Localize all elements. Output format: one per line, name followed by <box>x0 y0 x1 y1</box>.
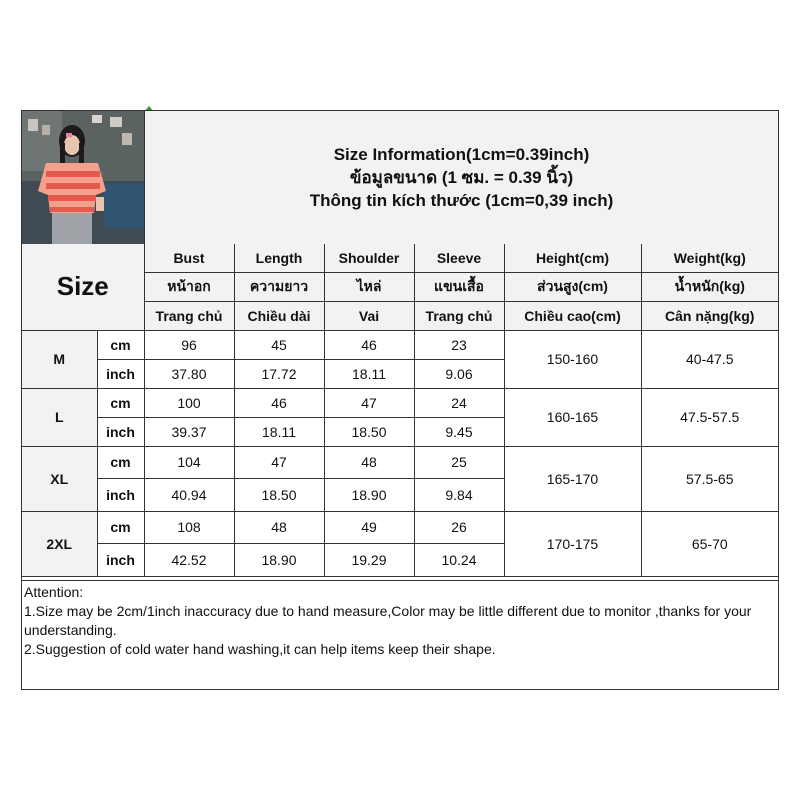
col-shoulder-en: Shoulder <box>324 244 414 272</box>
title-thai: ข้อมูลขนาด (1 ซม. = 0.39 นิ้ว) <box>349 168 574 187</box>
model-photo-illustration <box>22 111 144 244</box>
sleeve-inch: 9.45 <box>414 417 504 446</box>
col-height-vi: Chiều cao(cm) <box>504 301 641 330</box>
weight-range: 47.5-57.5 <box>641 388 778 446</box>
sleeve-cm: 24 <box>414 388 504 417</box>
attention-notes <box>22 580 778 689</box>
shoulder-cm: 47 <box>324 388 414 417</box>
bust-inch: 37.80 <box>144 359 234 388</box>
shoulder-cm: 46 <box>324 330 414 359</box>
unit-cm: cm <box>97 511 144 543</box>
col-length-vi: Chiều dài <box>234 301 324 330</box>
note-line-2: 2.Suggestion of cold water hand washing,it can help items keep their shape. <box>24 641 496 657</box>
sleeve-inch: 9.06 <box>414 359 504 388</box>
length-inch: 18.50 <box>234 478 324 511</box>
unit-inch: inch <box>97 417 144 446</box>
length-cm: 48 <box>234 511 324 543</box>
sleeve-inch: 10.24 <box>414 543 504 576</box>
length-inch: 18.90 <box>234 543 324 576</box>
col-shoulder-th: ไหล่ <box>324 272 414 301</box>
shoulder-inch: 19.29 <box>324 543 414 576</box>
sleeve-cm: 23 <box>414 330 504 359</box>
shoulder-cm: 48 <box>324 446 414 478</box>
col-shoulder-vi: Vai <box>324 301 414 330</box>
size-label: L <box>22 388 97 446</box>
weight-range: 65-70 <box>641 511 778 576</box>
table-row <box>22 446 778 478</box>
col-bust-th: หน้าอก <box>144 272 234 301</box>
title-box <box>145 111 778 244</box>
length-inch: 17.72 <box>234 359 324 388</box>
length-inch: 18.11 <box>234 417 324 446</box>
size-header: Size <box>22 244 144 330</box>
size-table <box>22 244 778 577</box>
size-chart <box>21 110 779 690</box>
weight-range: 40-47.5 <box>641 330 778 388</box>
col-height-en: Height(cm) <box>504 244 641 272</box>
size-label: XL <box>22 446 97 511</box>
height-range: 170-175 <box>504 511 641 576</box>
notes-heading: Attention: <box>24 584 84 600</box>
col-bust-en: Bust <box>144 244 234 272</box>
shoulder-inch: 18.11 <box>324 359 414 388</box>
title-vietnamese: Thông tin kích thước (1cm=0,39 inch) <box>309 191 614 210</box>
length-cm: 47 <box>234 446 324 478</box>
col-bust-vi: Trang chủ <box>144 301 234 330</box>
unit-inch: inch <box>97 543 144 576</box>
col-sleeve-vi: Trang chủ <box>414 301 504 330</box>
height-range: 160-165 <box>504 388 641 446</box>
shoulder-inch: 18.90 <box>324 478 414 511</box>
table-row <box>22 330 778 359</box>
unit-inch: inch <box>97 359 144 388</box>
sleeve-cm: 25 <box>414 446 504 478</box>
bust-cm: 104 <box>144 446 234 478</box>
col-weight-en: Weight(kg) <box>641 244 778 272</box>
length-cm: 45 <box>234 330 324 359</box>
unit-cm: cm <box>97 388 144 417</box>
bust-cm: 96 <box>144 330 234 359</box>
table-row <box>22 511 778 543</box>
height-range: 165-170 <box>504 446 641 511</box>
height-range: 150-160 <box>504 330 641 388</box>
product-photo <box>22 111 145 244</box>
col-length-en: Length <box>234 244 324 272</box>
note-line-1: 1.Size may be 2cm/1inch inaccuracy due to hand measure,Color may be little different due to monitor ,thanks for your understanding. <box>24 603 752 638</box>
table-row <box>22 388 778 417</box>
chart-header <box>22 111 778 245</box>
sleeve-cm: 26 <box>414 511 504 543</box>
col-weight-vi: Cân nặng(kg) <box>641 301 778 330</box>
col-sleeve-th: แขนเสื้อ <box>414 272 504 301</box>
sleeve-inch: 9.84 <box>414 478 504 511</box>
length-cm: 46 <box>234 388 324 417</box>
bust-cm: 108 <box>144 511 234 543</box>
bust-inch: 40.94 <box>144 478 234 511</box>
unit-inch: inch <box>97 478 144 511</box>
shoulder-inch: 18.50 <box>324 417 414 446</box>
weight-range: 57.5-65 <box>641 446 778 511</box>
bust-inch: 39.37 <box>144 417 234 446</box>
col-weight-th: น้ำหนัก(kg) <box>641 272 778 301</box>
size-label: 2XL <box>22 511 97 576</box>
title-english: Size Information(1cm=0.39inch) <box>333 145 590 164</box>
col-length-th: ความยาว <box>234 272 324 301</box>
unit-cm: cm <box>97 446 144 478</box>
unit-cm: cm <box>97 330 144 359</box>
col-sleeve-en: Sleeve <box>414 244 504 272</box>
bust-cm: 100 <box>144 388 234 417</box>
shoulder-cm: 49 <box>324 511 414 543</box>
size-label: M <box>22 330 97 388</box>
col-height-th: ส่วนสูง(cm) <box>504 272 641 301</box>
bust-inch: 42.52 <box>144 543 234 576</box>
